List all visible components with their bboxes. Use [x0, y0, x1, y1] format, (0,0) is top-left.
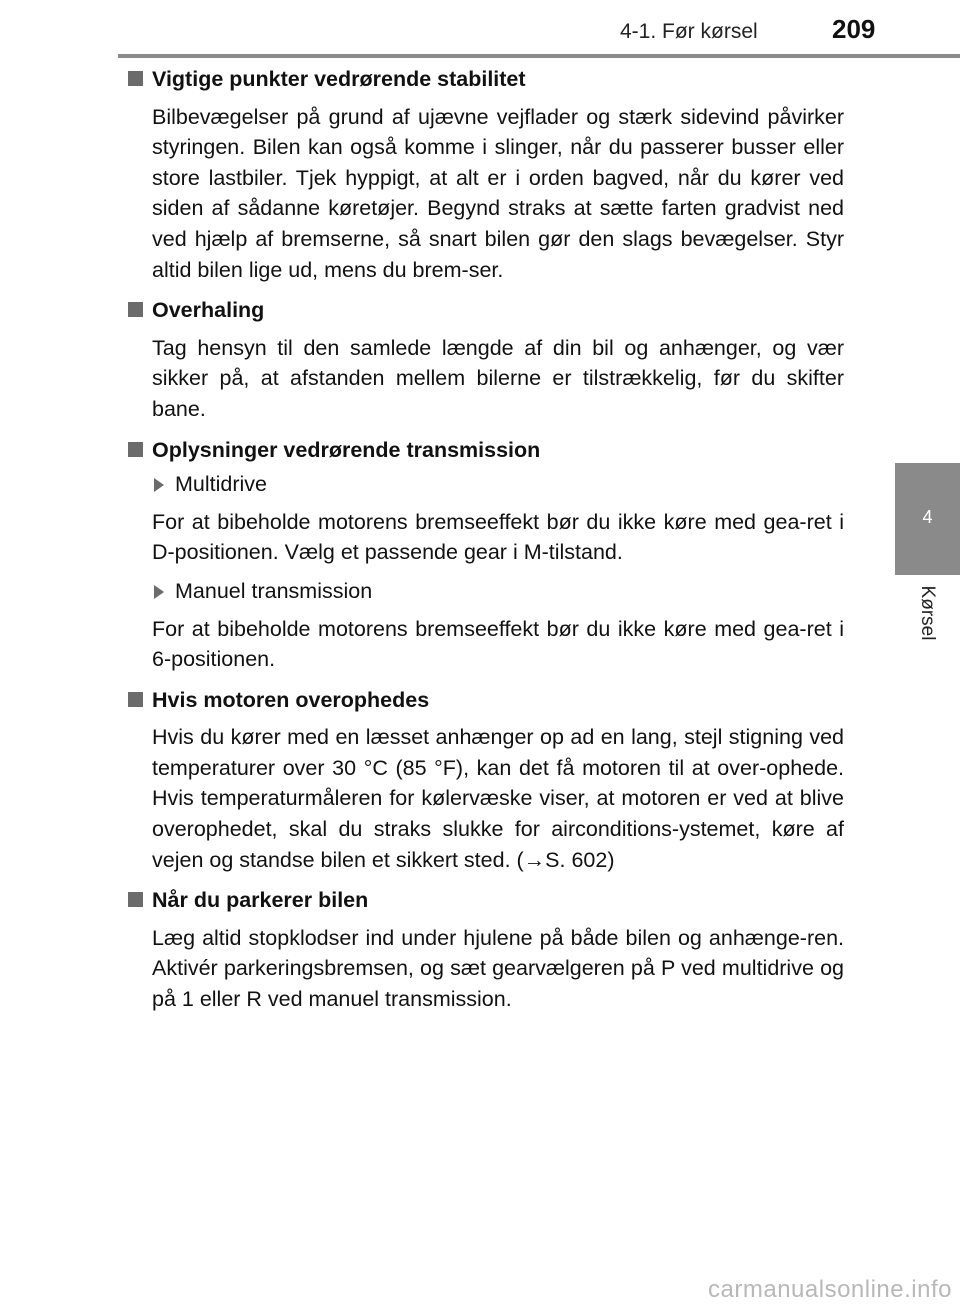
header-rule [118, 54, 960, 58]
square-bullet-icon [128, 692, 143, 707]
subsection-paragraph: For at bibeholde motorens bremseeffekt bør du ikke køre med gea-ret i D-positionen. Vælg et passende gear i M-tilstand. [152, 509, 844, 565]
section-heading: Når du parkerer bilen [128, 885, 844, 916]
watermark: carmanualsonline.info [708, 1276, 952, 1303]
section-title: 4-1. Før kørsel [620, 20, 758, 43]
square-bullet-icon [128, 71, 143, 86]
page-number: 209 [832, 14, 876, 44]
page-content [128, 64, 844, 1023]
section-heading: Vigtige punkter vedrørende stabilitet [128, 64, 844, 95]
triangle-arrow-icon [154, 585, 164, 599]
section-heading: Oplysninger vedrørende transmission [128, 435, 844, 466]
section-paragraph: Bilbevægelser på grund af ujævne vejflader og stærk sidevind påvirker styringen. Bilen kan også komme i slinger, når du passerer busser eller store lastbiler. Tjek hyppigt, at alt er i orden bagved, når du kører ved siden af sådanne køretøjer. Begynd straks at sætte farten gradvist ned ved hjælp af bremserne, så snart bilen gør den slags bevægelser. Styr altid bilen lige ud, mens du brem-ser. [152, 104, 844, 282]
subsection-label: Multidrive [128, 469, 844, 500]
section-heading: Hvis motoren overophedes [128, 685, 844, 716]
square-bullet-icon [128, 302, 143, 317]
chapter-label: Kørsel [917, 585, 938, 641]
subsection-paragraph: For at bibeholde motorens bremseeffekt bør du ikke køre med gea-ret i 6-positionen. [152, 616, 844, 672]
section-paragraph: Læg altid stopklodser ind under hjulene på både bilen og anhænge-ren. Aktivér parkeringsbremsen, og sæt gearvælgeren på P ved multidrive og på 1 eller R ved manuel transmission. [152, 925, 844, 1012]
chapter-tab [895, 463, 960, 575]
section-heading: Overhaling [128, 295, 844, 326]
chapter-number: 4 [922, 507, 933, 527]
triangle-arrow-icon [154, 478, 164, 492]
section-paragraph: Hvis du kører med en læsset anhænger op ad en lang, stejl stigning ved temperaturer over 30 °C (85 °F), kan det få motoren til at over-ophede. Hvis temperaturmåleren for kølervæske viser, at motoren er ved at blive overophedet, skal du straks slukke for airconditions-ystemet, køre af vejen og standse bilen et sikkert sted. (→S. 602) [152, 725, 844, 872]
section-paragraph: Tag hensyn til den samlede længde af din bil og anhænger, og vær sikker på, at afstanden mellem bilerne er tilstrækkelig, før du skifter bane. [152, 335, 844, 421]
square-bullet-icon [128, 892, 143, 907]
square-bullet-icon [128, 442, 143, 457]
subsection-label: Manuel transmission [128, 576, 844, 607]
